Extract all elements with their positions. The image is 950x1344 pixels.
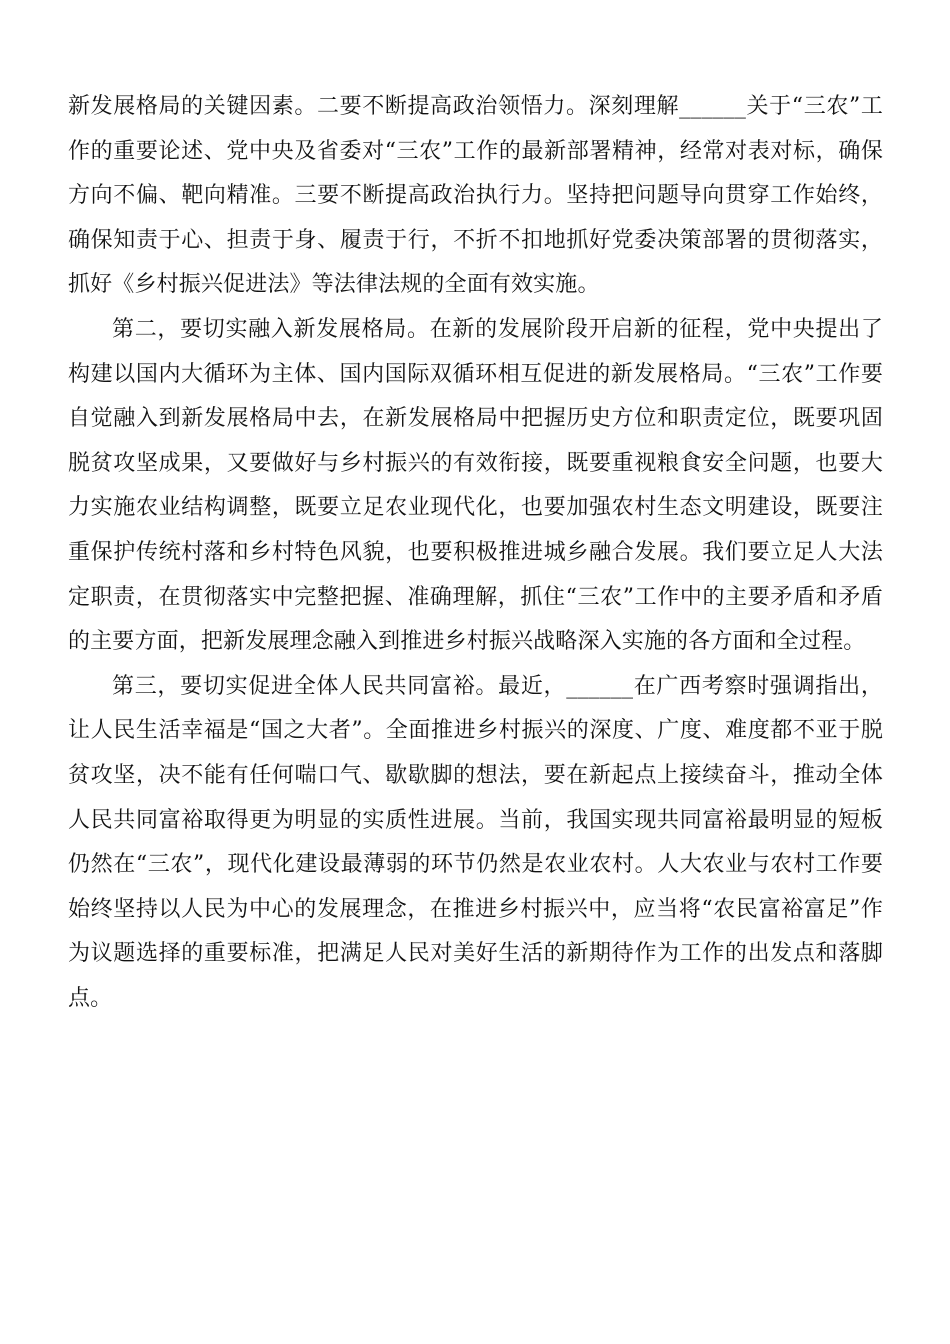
paragraph-continuation-political-awareness: 新发展格局的关键因素。二要不断提高政治领悟力。深刻理解______关于“三农”工作的重要论述、党中央及省委对“三农”工作的最新部署精神，经常对表对标，确保方向不偏、靶向精准。三要不断提高政治执行力。坚持把问题导向贯穿工作始终，确保知责于心、担责于身、履责于行，不折不扣地抓好党委决策部署的贯彻落实，抓好《乡村振兴促进法》等法律法规的全面有效实施。 [68, 94, 883, 298]
paragraph-common-prosperity: 第三，要切实促进全体人民共同富裕。最近，______在广西考察时强调指出，让人民生活幸福是“国之大者”。全面推进乡村振兴的深度、广度、难度都不亚于脱贫攻坚，决不能有任何喘口气、歇歇脚的想法，要在新起点上接续奋斗，推动全体人民共同富裕取得更为明显的实质性进展。当前，我国实现共同富裕最明显的短板仍然在“三农”，现代化建设最薄弱的环节仍然是农业农村。人大农业与农村工作要始终坚持以人民为中心的发展理念，在推进乡村振兴中，应当将“农民富裕富足”作为议题选择的重要标准，把满足人民对美好生活的新期待作为工作的出发点和落脚点。 [68, 673, 883, 1011]
paragraph-new-development-pattern: 第二，要切实融入新发展格局。在新的发展阶段开启新的征程，党中央提出了构建以国内大循环为主体、国内国际双循环相互促进的新发展格局。“三农”工作要自觉融入到新发展格局中去，在新发展格局中把握历史方位和职责定位，既要巩固脱贫攻坚成果，又要做好与乡村振兴的有效衔接，既要重视粮食安全问题，也要大力实施农业结构调整，既要立足农业现代化，也要加强农村生态文明建设，既要注重保护传统村落和乡村特色风貌，也要积极推进城乡融合发展。我们要立足人大法定职责，在贯彻落实中完整把握、准确理解，抓住“三农”工作中的主要矛盾和矛盾的主要方面，把新发展理念融入到推进乡村振兴战略深入实施的各方面和全过程。 [68, 316, 883, 655]
document-page [68, 85, 883, 1021]
